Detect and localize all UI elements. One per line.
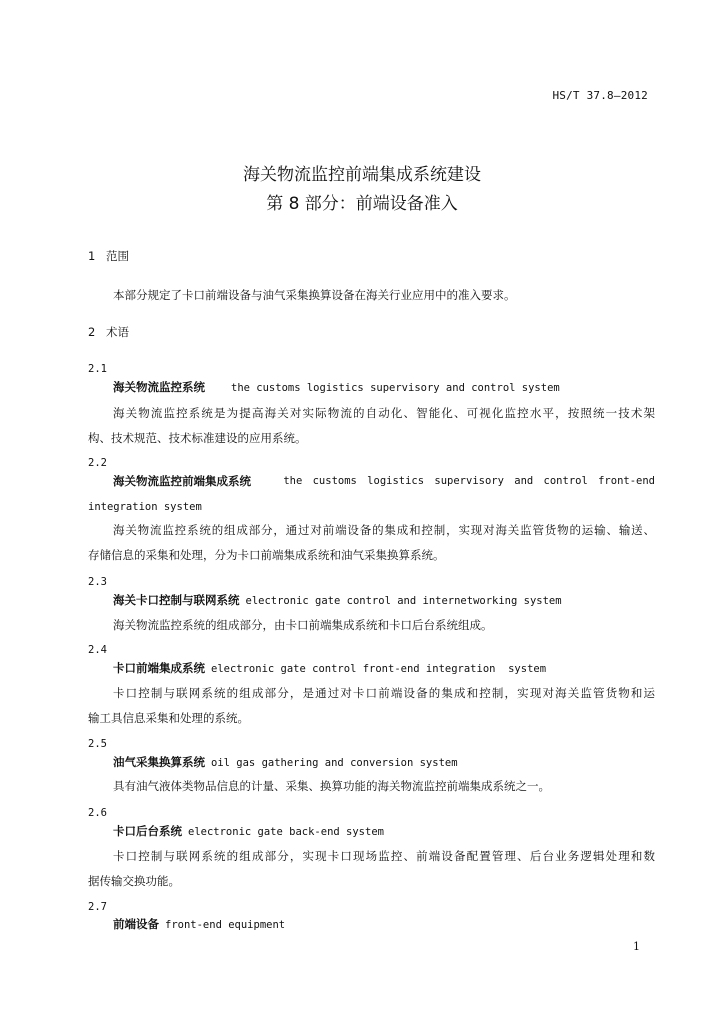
term-en: the customs logistics supervisory and control front-end: [283, 475, 655, 487]
term-definition: 卡口控制与联网系统的组成部分，实现卡口现场监控、前端设备配置管理、后台业务逻辑处理和数: [113, 849, 655, 863]
term-heading: [113, 754, 458, 771]
document-title: 海关物流监控前端集成系统建设: [243, 165, 481, 185]
term-definition: 具有油气液体类物品信息的计量、采集、换算功能的海关物流监控前端集成系统之一。: [113, 779, 550, 793]
term-en: electronic gate back-end system: [188, 826, 384, 838]
section-2-heading: [88, 324, 129, 340]
term-definition-cont: 构、技术规范、技术标准建设的应用系统。: [88, 431, 307, 445]
term-definition: 海关物流监控系统的组成部分，由卡口前端集成系统和卡口后台系统组成。: [113, 618, 493, 632]
term-en: front-end equipment: [165, 919, 286, 931]
standard-code: HS/T 37.8—2012: [552, 89, 648, 102]
term-definition: 海关物流监控系统的组成部分，通过对前端设备的集成和控制，实现对海关监管货物的运输、输送、: [113, 523, 655, 537]
term-cn: 海关物流监控系统: [113, 380, 205, 394]
term-en-cont: integration system: [88, 501, 202, 513]
section-1-heading: [88, 248, 129, 264]
term-en: electronic gate control and internetworking system: [245, 595, 562, 607]
section-number: 1: [88, 249, 96, 263]
document-subtitle: 第 8 部分：前端设备准入: [266, 194, 458, 214]
term-cn: 油气采集换算系统: [113, 755, 205, 769]
term-definition: 卡口控制与联网系统的组成部分，是通过对卡口前端设备的集成和控制，实现对海关监管货物和运: [113, 686, 655, 700]
term-en: electronic gate control front-end integration system: [211, 663, 547, 675]
term-number: 2.1: [88, 363, 107, 375]
term-heading: [113, 823, 384, 840]
section-title: 术语: [106, 325, 129, 339]
term-heading: [113, 660, 546, 677]
term-cn: 海关卡口控制与联网系统: [113, 593, 240, 607]
term-cn: 卡口前端集成系统: [113, 661, 205, 675]
page-number: 1: [633, 940, 640, 953]
section-title: 范围: [106, 249, 129, 263]
term-heading: [113, 379, 560, 396]
term-cn: 海关物流监控前端集成系统: [113, 474, 251, 488]
term-heading: [113, 473, 655, 489]
term-number: 2.2: [88, 457, 107, 469]
term-number: 2.4: [88, 644, 107, 656]
term-cn: 卡口后台系统: [113, 824, 182, 838]
term-definition-cont: 据传输交换功能。: [88, 874, 180, 888]
term-number: 2.6: [88, 807, 107, 819]
term-definition-cont: 输工具信息采集和处理的系统。: [88, 711, 249, 725]
term-number: 2.3: [88, 576, 107, 588]
term-heading: [113, 592, 562, 609]
term-en: the customs logistics supervisory and control system: [231, 382, 560, 394]
term-cn: 前端设备: [113, 917, 159, 931]
section-number: 2: [88, 325, 96, 339]
term-number: 2.7: [88, 901, 107, 913]
term-definition: 海关物流监控系统是为提高海关对实际物流的自动化、智能化、可视化监控水平，按照统一技术架: [113, 406, 655, 420]
term-heading: [113, 916, 285, 933]
term-number: 2.5: [88, 738, 107, 750]
term-definition-cont: 存储信息的采集和处理，分为卡口前端集成系统和油气采集换算系统。: [88, 548, 445, 562]
term-en: oil gas gathering and conversion system: [211, 757, 458, 769]
section-1-body: 本部分规定了卡口前端设备与油气采集换算设备在海关行业应用中的准入要求。: [113, 288, 516, 302]
